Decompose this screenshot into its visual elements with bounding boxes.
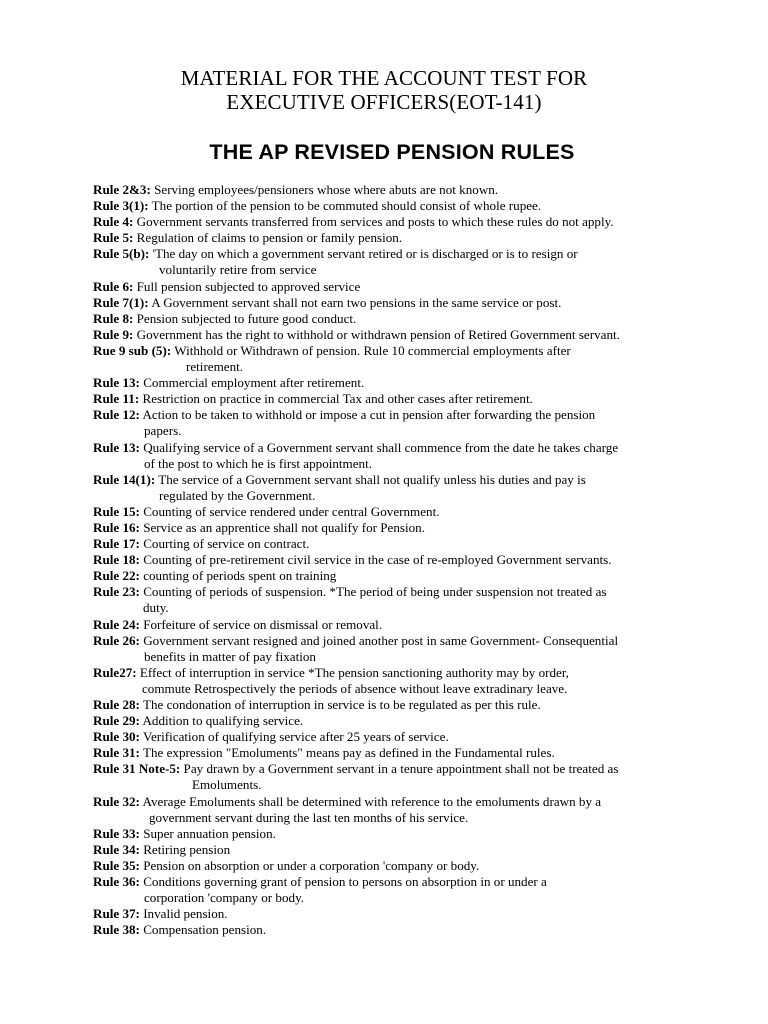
rule-text: Withhold or Withdrawn of pension. Rule 10 commercial employments after: [171, 342, 571, 358]
rule-text-continued: commute Retrospectively the periods of absence without leave extradinary leave.: [142, 680, 568, 696]
rule-item: [93, 761, 733, 793]
rule-text-continued: voluntarily retire from service: [159, 262, 317, 278]
rule-text: A Government servant shall not earn two pensions in the same service or post.: [148, 294, 562, 310]
rule-text: Pay drawn by a Government servant in a tenure appointment shall not be treated as: [180, 761, 619, 777]
rule-text-continued: duty.: [143, 600, 169, 616]
rule-item: [93, 504, 733, 520]
rule-label: Rule 31:: [93, 745, 140, 761]
rule-item: [93, 520, 733, 536]
rule-label: Rule 31 Note-5:: [93, 761, 181, 777]
rule-label: Rule 11:: [93, 391, 140, 407]
rule-text: Retiring pension: [139, 841, 231, 857]
rule-item: [93, 697, 733, 713]
rule-item: [93, 568, 733, 584]
rule-text: The expression "Emoluments" means pay as defined in the Fundamental rules.: [139, 745, 555, 761]
rule-item: [93, 745, 733, 761]
rule-item: [93, 407, 733, 439]
rule-text: Addition to qualifying service.: [139, 713, 304, 729]
rule-label: Rule 35:: [93, 857, 140, 873]
rule-item: [93, 713, 733, 729]
rule-label: Rule 36:: [93, 874, 140, 890]
rule-text-continued: regulated by the Government.: [159, 487, 316, 503]
rule-text: Full pension subjected to approved service: [133, 278, 361, 294]
rule-text: 'The day on which a government servant retired or is discharged or is to resign or: [149, 246, 578, 262]
rule-text-continued: retirement.: [186, 359, 244, 375]
rule-label: Rule 28:: [93, 697, 140, 712]
rule-item: [93, 536, 733, 552]
rule-label: Rule 37:: [93, 906, 140, 922]
rule-item: [93, 552, 733, 568]
rule-item: [93, 858, 733, 874]
rule-text: Counting of service rendered under central Government.: [139, 503, 440, 519]
rule-text-continued: of the post to which he is first appointment.: [144, 455, 373, 471]
rule-text: Serving employees/pensioners whose where abuts are not known.: [150, 182, 499, 197]
rule-item: [93, 391, 733, 407]
rule-text-continued: government servant during the last ten months of his service.: [149, 809, 469, 825]
rule-label: Rue 9 sub (5):: [93, 342, 172, 358]
rule-item: [93, 214, 733, 230]
rule-text-continued: Emoluments.: [192, 777, 262, 793]
rule-label: Rule 34:: [93, 841, 140, 857]
rule-label: Rule 33:: [93, 825, 140, 841]
rule-item: [93, 182, 733, 198]
rule-item: [93, 729, 733, 745]
rule-text: Pension subjected to future good conduct.: [133, 310, 357, 326]
rule-text-continued: corporation 'company or body.: [144, 890, 305, 906]
rule-text-continued: benefits in matter of pay fixation: [144, 648, 316, 664]
rule-text: Restriction on practice in commercial Tax and other cases after retirement.: [139, 391, 533, 407]
rule-item: [93, 584, 733, 616]
rule-label: Rule 15:: [93, 503, 140, 519]
rule-text: Counting of periods of suspension. *The period of being under suspension not treated as: [139, 584, 607, 600]
rule-item: [93, 472, 733, 504]
rule-text: Compensation pension.: [139, 922, 267, 938]
rule-text: Commercial employment after retirement.: [139, 375, 365, 391]
rule-item: [93, 375, 733, 391]
rule-item: [93, 842, 733, 858]
rule-text: Qualifying service of a Government servant shall commence from the date he takes charge: [139, 439, 619, 455]
rule-label: Rule 16:: [93, 519, 140, 535]
rule-label: Rule 5:: [93, 230, 134, 246]
rule-text-continued: papers.: [144, 423, 182, 439]
rule-item: [93, 198, 733, 214]
rule-label: Rule 3(1):: [93, 198, 149, 214]
document-header: [0, 66, 768, 114]
rule-item: [93, 343, 733, 375]
rule-label: Rule 22:: [93, 568, 140, 584]
rule-label: Rule 26:: [93, 632, 140, 648]
rule-label: Rule27:: [93, 664, 137, 680]
rule-item: [93, 246, 733, 278]
rule-text: Courting of service on contract.: [139, 536, 310, 552]
rule-text: Effect of interruption in service *The pension sanctioning authority may by order,: [136, 664, 569, 680]
rule-label: Rule 8:: [93, 310, 134, 326]
rule-item: [93, 922, 733, 938]
rule-label: Rule 38:: [93, 922, 140, 938]
rule-label: Rule 32:: [93, 793, 140, 809]
rule-text: Regulation of claims to pension or family pension.: [133, 230, 403, 246]
rule-item: [93, 665, 733, 697]
rule-text: Conditions governing grant of pension to persons on absorption in or under a: [139, 874, 547, 890]
rule-item: [93, 633, 733, 665]
rule-label: Rule 23:: [93, 584, 140, 600]
rule-text: Service as an apprentice shall not qualify for Pension.: [139, 519, 425, 535]
rule-item: [93, 826, 733, 842]
rule-label: Rule 12:: [93, 407, 140, 423]
rule-label: Rule 18:: [93, 552, 140, 568]
rule-text: Forfeiture of service on dismissal or removal.: [139, 616, 383, 632]
rule-item: [93, 906, 733, 922]
rule-text: The service of a Government servant shall not qualify unless his duties and pay is: [155, 471, 586, 487]
rule-label: Rule 17:: [93, 536, 140, 552]
rule-label: Rule 13:: [93, 375, 140, 391]
rule-label: Rule 2&3:: [93, 182, 151, 197]
header-line-1: MATERIAL FOR THE ACCOUNT TEST FOR: [180, 66, 588, 90]
rules-list: [93, 182, 733, 938]
rule-text: counting of periods spent on training: [139, 568, 337, 584]
rule-text: The portion of the pension to be commuted should consist of whole rupee.: [148, 198, 542, 214]
header-line-2: EXECUTIVE OFFICERS(EOT-141): [226, 90, 542, 114]
rule-item: [93, 794, 733, 826]
rule-text: Government servant resigned and joined another post in same Government- Consequential: [139, 632, 619, 648]
rule-text: Pension on absorption or under a corporation 'company or body.: [139, 857, 480, 873]
rule-label: Rule 6:: [93, 278, 134, 294]
rule-label: Rule 14(1):: [93, 471, 156, 487]
rule-item: [93, 617, 733, 633]
rule-label: Rule 29:: [93, 713, 140, 729]
rule-text: Invalid pension.: [139, 906, 228, 922]
rule-text: Average Emoluments shall be determined with reference to the emoluments drawn by a: [139, 793, 602, 809]
rule-item: [93, 230, 733, 246]
rule-item: [93, 311, 733, 327]
document-heading: THE AP REVISED PENSION RULES: [209, 140, 575, 164]
rule-item: [93, 874, 733, 906]
rule-text: Government has the right to withhold or withdrawn pension of Retired Government servant.: [133, 326, 620, 342]
rule-item: [93, 327, 733, 343]
rule-label: Rule 13:: [93, 439, 140, 455]
rule-text: Super annuation pension.: [139, 825, 276, 841]
rule-text: Counting of pre-retirement civil service in the case of re-employed Government servants.: [139, 552, 612, 568]
rule-text: Verification of qualifying service after 25 years of service.: [139, 729, 449, 745]
rule-label: Rule 5(b):: [93, 246, 150, 262]
rule-item: [93, 440, 733, 472]
rule-label: Rule 7(1):: [93, 294, 149, 310]
rule-label: Rule 4:: [93, 214, 134, 230]
rule-text: Government servants transferred from services and posts to which these rules do not apply.: [133, 214, 614, 230]
rule-text: Action to be taken to withhold or impose a cut in pension after forwarding the pension: [139, 407, 596, 423]
rule-item: [93, 279, 733, 295]
rule-label: Rule 24:: [93, 616, 140, 632]
rule-text: The condonation of interruption in service is to be regulated as per this rule.: [139, 697, 541, 712]
rule-label: Rule 9:: [93, 326, 134, 342]
rule-item: [93, 295, 733, 311]
rule-label: Rule 30:: [93, 729, 140, 745]
